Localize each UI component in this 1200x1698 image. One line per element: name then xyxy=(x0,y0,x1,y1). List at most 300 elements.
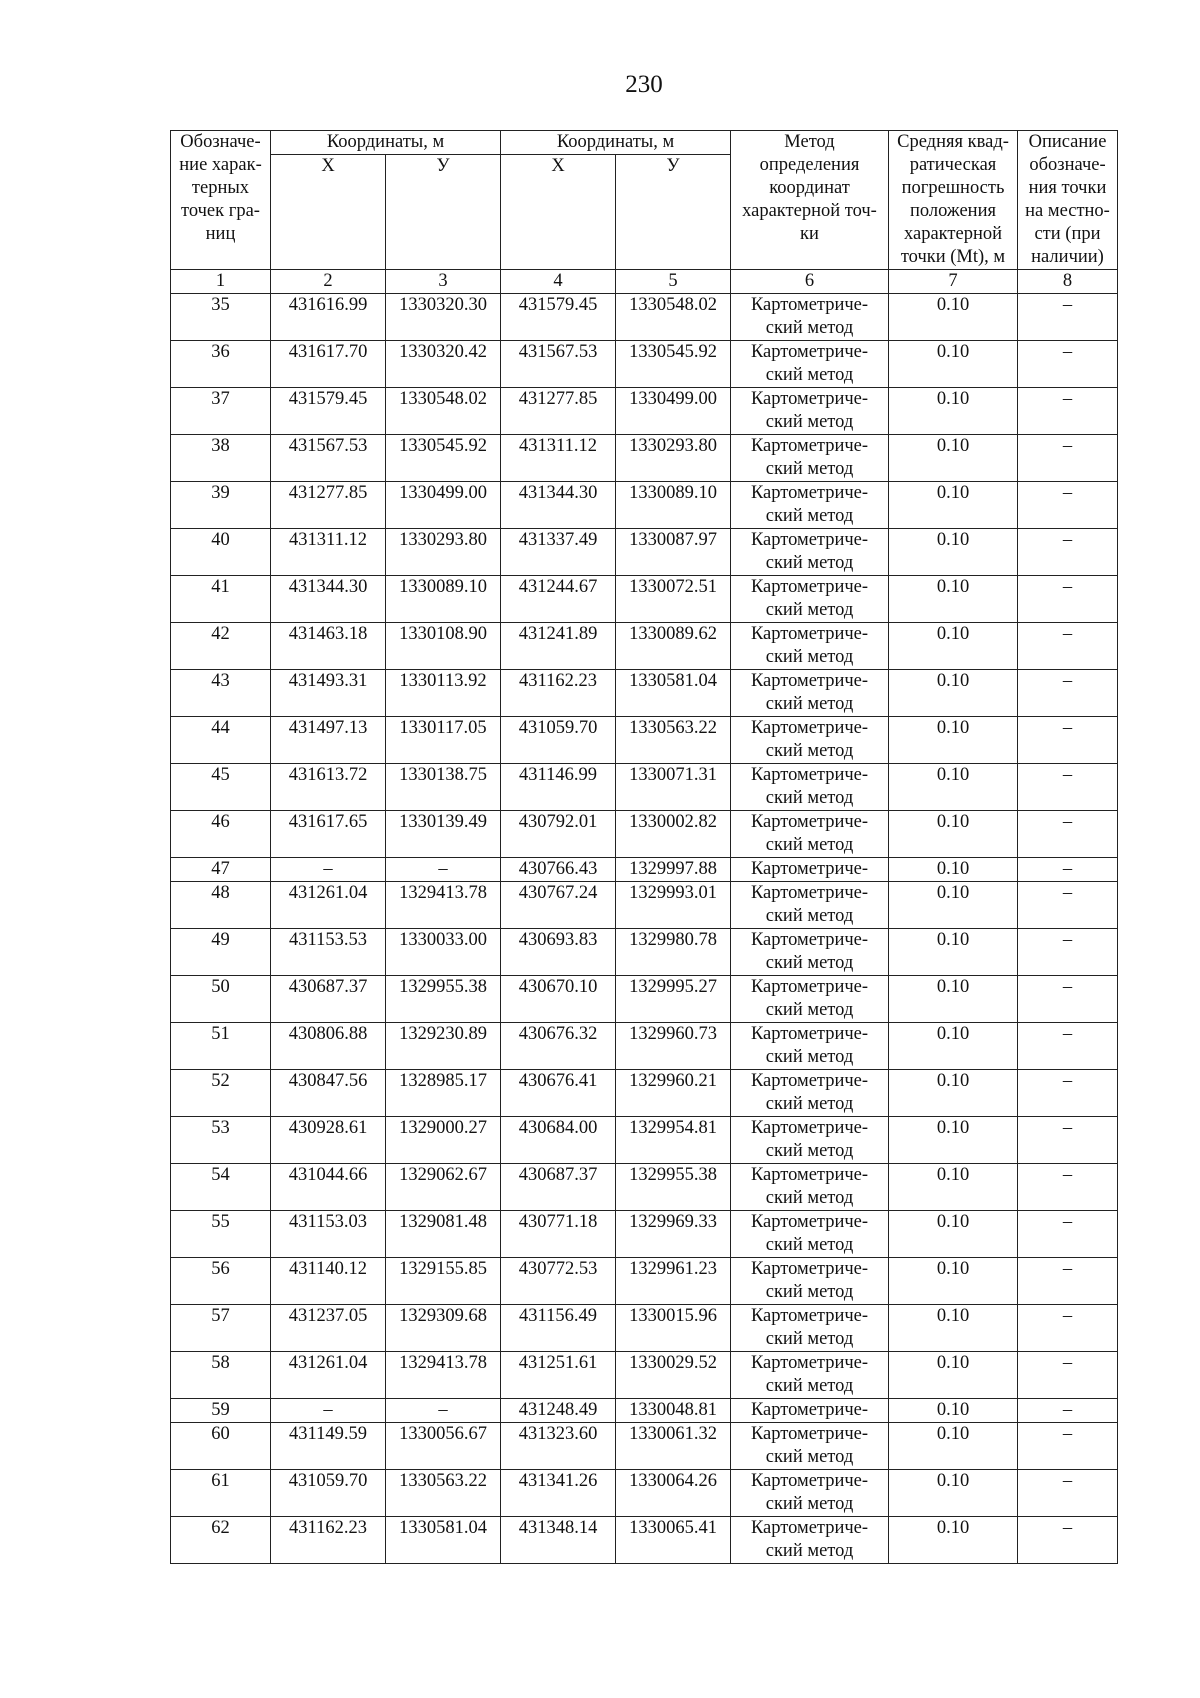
table-row xyxy=(171,1423,1118,1470)
method-line: ский метод xyxy=(765,647,854,667)
x2-cell: 431311.12 xyxy=(501,435,616,482)
accuracy-cell: 0.10 xyxy=(889,1164,1018,1211)
method-line: ский метод xyxy=(765,1188,854,1208)
accuracy-cell: 0.10 xyxy=(889,1352,1018,1399)
x2-cell: 431323.60 xyxy=(501,1423,616,1470)
table-row xyxy=(171,529,1118,576)
y1-cell: 1330499.00 xyxy=(386,482,501,529)
method-cell xyxy=(731,482,889,529)
y1-cell: 1329062.67 xyxy=(386,1164,501,1211)
header-y-1: У xyxy=(386,155,501,270)
accuracy-cell: 0.10 xyxy=(889,764,1018,811)
accuracy-cell: 0.10 xyxy=(889,529,1018,576)
point-number-cell: 37 xyxy=(171,388,271,435)
x1-cell: – xyxy=(271,858,386,882)
y2-cell: 1329960.21 xyxy=(616,1070,731,1117)
accuracy-cell: 0.10 xyxy=(889,1470,1018,1517)
column-number: 6 xyxy=(731,270,889,294)
column-number: 2 xyxy=(271,270,386,294)
method-cell xyxy=(731,294,889,341)
header-y-2: У xyxy=(616,155,731,270)
y2-cell: 1329969.33 xyxy=(616,1211,731,1258)
header-coordinates-group-2: Координаты, м xyxy=(501,131,731,155)
accuracy-cell: 0.10 xyxy=(889,858,1018,882)
point-number-cell: 61 xyxy=(171,1470,271,1517)
x1-cell: 431140.12 xyxy=(271,1258,386,1305)
description-cell: – xyxy=(1018,1305,1118,1352)
x1-cell: 431277.85 xyxy=(271,482,386,529)
method-cell xyxy=(731,1211,889,1258)
table-row xyxy=(171,435,1118,482)
table-row xyxy=(171,1023,1118,1070)
y2-cell: 1330072.51 xyxy=(616,576,731,623)
table-row xyxy=(171,882,1118,929)
description-cell: – xyxy=(1018,858,1118,882)
x1-cell: – xyxy=(271,1399,386,1423)
method-line: ский метод xyxy=(765,1494,854,1514)
y1-cell: – xyxy=(386,1399,501,1423)
method-cell xyxy=(731,435,889,482)
accuracy-cell: 0.10 xyxy=(889,929,1018,976)
header-line: Описание xyxy=(1028,132,1107,152)
accuracy-cell: 0.10 xyxy=(889,435,1018,482)
method-cell xyxy=(731,1399,889,1423)
method-line: ский метод xyxy=(765,553,854,573)
description-cell: – xyxy=(1018,882,1118,929)
table-row xyxy=(171,858,1118,882)
column-numbers-row xyxy=(171,270,1118,294)
point-number-cell: 50 xyxy=(171,976,271,1023)
y1-cell: 1330033.00 xyxy=(386,929,501,976)
y1-cell: 1330320.42 xyxy=(386,341,501,388)
y2-cell: 1330563.22 xyxy=(616,717,731,764)
x2-cell: 430676.32 xyxy=(501,1023,616,1070)
y1-cell: 1330139.49 xyxy=(386,811,501,858)
point-number-cell: 36 xyxy=(171,341,271,388)
accuracy-cell: 0.10 xyxy=(889,1211,1018,1258)
point-number-cell: 46 xyxy=(171,811,271,858)
accuracy-cell: 0.10 xyxy=(889,670,1018,717)
table-row xyxy=(171,1211,1118,1258)
method-line: Картометриче- xyxy=(750,1471,869,1491)
description-cell: – xyxy=(1018,764,1118,811)
point-number-cell: 41 xyxy=(171,576,271,623)
method-cell xyxy=(731,1164,889,1211)
y2-cell: 1329995.27 xyxy=(616,976,731,1023)
x1-cell: 431153.03 xyxy=(271,1211,386,1258)
x2-cell: 431156.49 xyxy=(501,1305,616,1352)
x1-cell: 430847.56 xyxy=(271,1070,386,1117)
x1-cell: 431261.04 xyxy=(271,882,386,929)
method-line: Картометриче- xyxy=(750,930,869,950)
table-row xyxy=(171,623,1118,670)
method-line: Картометриче- xyxy=(750,530,869,550)
x2-cell: 430670.10 xyxy=(501,976,616,1023)
accuracy-cell: 0.10 xyxy=(889,623,1018,670)
header-line: ки xyxy=(800,224,819,244)
y2-cell: 1329993.01 xyxy=(616,882,731,929)
x1-cell: 430928.61 xyxy=(271,1117,386,1164)
method-line: Картометриче- xyxy=(750,765,869,785)
x2-cell: 431337.49 xyxy=(501,529,616,576)
y1-cell: – xyxy=(386,858,501,882)
description-cell: – xyxy=(1018,717,1118,764)
table-row xyxy=(171,1517,1118,1564)
y1-cell: 1330138.75 xyxy=(386,764,501,811)
y2-cell: 1329997.88 xyxy=(616,858,731,882)
method-line: Картометриче- xyxy=(750,577,869,597)
method-cell xyxy=(731,1305,889,1352)
accuracy-cell: 0.10 xyxy=(889,1070,1018,1117)
x1-cell: 431261.04 xyxy=(271,1352,386,1399)
header-x-1: Х xyxy=(271,155,386,270)
x2-cell: 431579.45 xyxy=(501,294,616,341)
y1-cell: 1329000.27 xyxy=(386,1117,501,1164)
method-line: ский метод xyxy=(765,1141,854,1161)
accuracy-cell: 0.10 xyxy=(889,294,1018,341)
point-number-cell: 47 xyxy=(171,858,271,882)
y1-cell: 1329413.78 xyxy=(386,1352,501,1399)
header-line: координат xyxy=(769,178,850,198)
point-number-cell: 52 xyxy=(171,1070,271,1117)
column-number: 8 xyxy=(1018,270,1118,294)
header-line: характерной точ- xyxy=(742,201,877,221)
y1-cell: 1330293.80 xyxy=(386,529,501,576)
method-line: ский метод xyxy=(765,412,854,432)
x2-cell: 431162.23 xyxy=(501,670,616,717)
method-line: Картометриче- xyxy=(750,1518,869,1538)
description-cell: – xyxy=(1018,929,1118,976)
method-cell xyxy=(731,976,889,1023)
method-line: Картометриче- xyxy=(750,812,869,832)
method-cell xyxy=(731,341,889,388)
description-cell: – xyxy=(1018,1423,1118,1470)
y2-cell: 1330499.00 xyxy=(616,388,731,435)
method-line: Картометриче- xyxy=(750,483,869,503)
method-line: Картометриче- xyxy=(750,883,869,903)
y2-cell: 1330089.62 xyxy=(616,623,731,670)
table-row xyxy=(171,811,1118,858)
x1-cell: 431613.72 xyxy=(271,764,386,811)
y1-cell: 1329155.85 xyxy=(386,1258,501,1305)
x2-cell: 430766.43 xyxy=(501,858,616,882)
accuracy-cell: 0.10 xyxy=(889,976,1018,1023)
description-cell: – xyxy=(1018,1470,1118,1517)
x1-cell: 431617.65 xyxy=(271,811,386,858)
x1-cell: 431059.70 xyxy=(271,1470,386,1517)
page-number: 230 xyxy=(625,71,663,98)
description-cell: – xyxy=(1018,1117,1118,1164)
accuracy-cell: 0.10 xyxy=(889,1023,1018,1070)
y1-cell: 1330108.90 xyxy=(386,623,501,670)
method-line: ский метод xyxy=(765,1541,854,1561)
x2-cell: 431146.99 xyxy=(501,764,616,811)
method-cell xyxy=(731,1023,889,1070)
column-number: 7 xyxy=(889,270,1018,294)
table-row xyxy=(171,1352,1118,1399)
method-cell xyxy=(731,623,889,670)
y1-cell: 1330056.67 xyxy=(386,1423,501,1470)
y1-cell: 1330548.02 xyxy=(386,388,501,435)
point-number-cell: 49 xyxy=(171,929,271,976)
y2-cell: 1330048.81 xyxy=(616,1399,731,1423)
y1-cell: 1330113.92 xyxy=(386,670,501,717)
accuracy-cell: 0.10 xyxy=(889,717,1018,764)
method-cell xyxy=(731,1258,889,1305)
method-cell xyxy=(731,1470,889,1517)
method-cell xyxy=(731,882,889,929)
x1-cell: 431311.12 xyxy=(271,529,386,576)
y2-cell: 1330545.92 xyxy=(616,341,731,388)
y1-cell: 1328985.17 xyxy=(386,1070,501,1117)
point-number-cell: 57 xyxy=(171,1305,271,1352)
method-cell xyxy=(731,858,889,882)
method-line: ский метод xyxy=(765,459,854,479)
point-number-cell: 38 xyxy=(171,435,271,482)
column-number: 5 xyxy=(616,270,731,294)
method-line: ский метод xyxy=(765,741,854,761)
point-number-cell: 51 xyxy=(171,1023,271,1070)
description-cell: – xyxy=(1018,1164,1118,1211)
accuracy-cell: 0.10 xyxy=(889,576,1018,623)
method-line: Картометриче- xyxy=(750,718,869,738)
method-line: Картометриче- xyxy=(750,1071,869,1091)
x1-cell: 431497.13 xyxy=(271,717,386,764)
method-cell xyxy=(731,529,889,576)
y1-cell: 1330320.30 xyxy=(386,294,501,341)
method-line: ский метод xyxy=(765,365,854,385)
method-line: ский метод xyxy=(765,318,854,338)
method-line: Картометриче- xyxy=(750,1424,869,1444)
y2-cell: 1329954.81 xyxy=(616,1117,731,1164)
table-row xyxy=(171,1164,1118,1211)
method-line: Картометриче- xyxy=(750,342,869,362)
header-line: ния точки xyxy=(1028,178,1107,198)
x1-cell: 431162.23 xyxy=(271,1517,386,1564)
accuracy-cell: 0.10 xyxy=(889,388,1018,435)
method-line: ский метод xyxy=(765,1094,854,1114)
x1-cell: 431237.05 xyxy=(271,1305,386,1352)
method-cell xyxy=(731,388,889,435)
method-line: Картометриче- xyxy=(750,671,869,691)
table-row xyxy=(171,482,1118,529)
table-row xyxy=(171,1117,1118,1164)
table-body xyxy=(171,294,1118,1564)
y2-cell: 1330015.96 xyxy=(616,1305,731,1352)
description-cell: – xyxy=(1018,1211,1118,1258)
header-line: сти (при xyxy=(1034,224,1101,244)
header-method xyxy=(731,131,889,270)
x2-cell: 431248.49 xyxy=(501,1399,616,1423)
method-cell xyxy=(731,576,889,623)
method-line: ский метод xyxy=(765,906,854,926)
method-line: ский метод xyxy=(765,953,854,973)
accuracy-cell: 0.10 xyxy=(889,341,1018,388)
header-accuracy xyxy=(889,131,1018,270)
accuracy-cell: 0.10 xyxy=(889,1305,1018,1352)
point-number-cell: 42 xyxy=(171,623,271,670)
accuracy-cell: 0.10 xyxy=(889,811,1018,858)
header-line: ратическая xyxy=(909,155,997,175)
y1-cell: 1330545.92 xyxy=(386,435,501,482)
description-cell: – xyxy=(1018,1070,1118,1117)
y1-cell: 1330563.22 xyxy=(386,1470,501,1517)
table-row xyxy=(171,1258,1118,1305)
point-number-cell: 55 xyxy=(171,1211,271,1258)
y2-cell: 1330029.52 xyxy=(616,1352,731,1399)
x2-cell: 431344.30 xyxy=(501,482,616,529)
header-line: точки (Mt), м xyxy=(900,247,1006,267)
description-cell: – xyxy=(1018,294,1118,341)
x2-cell: 430693.83 xyxy=(501,929,616,976)
x2-cell: 430771.18 xyxy=(501,1211,616,1258)
description-cell: – xyxy=(1018,1517,1118,1564)
x2-cell: 431244.67 xyxy=(501,576,616,623)
x2-cell: 430684.00 xyxy=(501,1117,616,1164)
description-cell: – xyxy=(1018,1258,1118,1305)
point-number-cell: 58 xyxy=(171,1352,271,1399)
y2-cell: 1330581.04 xyxy=(616,670,731,717)
method-cell xyxy=(731,1423,889,1470)
accuracy-cell: 0.10 xyxy=(889,1117,1018,1164)
x1-cell: 431149.59 xyxy=(271,1423,386,1470)
column-number: 4 xyxy=(501,270,616,294)
table-row xyxy=(171,976,1118,1023)
point-number-cell: 45 xyxy=(171,764,271,811)
method-line: Картометриче- xyxy=(750,859,869,879)
y1-cell: 1329955.38 xyxy=(386,976,501,1023)
y2-cell: 1330002.82 xyxy=(616,811,731,858)
method-line: Картометриче- xyxy=(750,1259,869,1279)
table-row xyxy=(171,341,1118,388)
y2-cell: 1329980.78 xyxy=(616,929,731,976)
point-number-cell: 62 xyxy=(171,1517,271,1564)
accuracy-cell: 0.10 xyxy=(889,1517,1018,1564)
method-line: Картометриче- xyxy=(750,1165,869,1185)
y2-cell: 1330061.32 xyxy=(616,1423,731,1470)
description-cell: – xyxy=(1018,1399,1118,1423)
y1-cell: 1329309.68 xyxy=(386,1305,501,1352)
point-number-cell: 48 xyxy=(171,882,271,929)
point-number-cell: 53 xyxy=(171,1117,271,1164)
accuracy-cell: 0.10 xyxy=(889,1399,1018,1423)
method-line: ский метод xyxy=(765,1235,854,1255)
header-description xyxy=(1018,131,1118,270)
y2-cell: 1330293.80 xyxy=(616,435,731,482)
x2-cell: 431567.53 xyxy=(501,341,616,388)
column-number: 3 xyxy=(386,270,501,294)
header-line: наличии) xyxy=(1031,247,1104,267)
method-cell xyxy=(731,811,889,858)
x1-cell: 430806.88 xyxy=(271,1023,386,1070)
method-line: Картометриче- xyxy=(750,1353,869,1373)
header-point-designation xyxy=(171,131,271,270)
header-line: характерной xyxy=(903,224,1003,244)
x1-cell: 431567.53 xyxy=(271,435,386,482)
description-cell: – xyxy=(1018,529,1118,576)
x1-cell: 431153.53 xyxy=(271,929,386,976)
accuracy-cell: 0.10 xyxy=(889,1258,1018,1305)
y1-cell: 1329230.89 xyxy=(386,1023,501,1070)
y2-cell: 1330089.10 xyxy=(616,482,731,529)
method-cell xyxy=(731,1117,889,1164)
header-line: положения xyxy=(910,201,996,221)
header-line: Метод xyxy=(784,132,835,152)
x2-cell: 431251.61 xyxy=(501,1352,616,1399)
table-header xyxy=(171,131,1118,294)
x2-cell: 431241.89 xyxy=(501,623,616,670)
method-line: Картометриче- xyxy=(750,1118,869,1138)
y1-cell: 1330089.10 xyxy=(386,576,501,623)
x2-cell: 430767.24 xyxy=(501,882,616,929)
header-line: погрешность xyxy=(901,178,1005,198)
table-row xyxy=(171,576,1118,623)
method-line: ский метод xyxy=(765,506,854,526)
table-row xyxy=(171,1070,1118,1117)
accuracy-cell: 0.10 xyxy=(889,882,1018,929)
y1-cell: 1330581.04 xyxy=(386,1517,501,1564)
x2-cell: 430772.53 xyxy=(501,1258,616,1305)
y1-cell: 1330117.05 xyxy=(386,717,501,764)
description-cell: – xyxy=(1018,388,1118,435)
method-line: Картометриче- xyxy=(750,389,869,409)
point-number-cell: 60 xyxy=(171,1423,271,1470)
description-cell: – xyxy=(1018,482,1118,529)
header-line: точек гра- xyxy=(181,201,260,221)
description-cell: – xyxy=(1018,341,1118,388)
point-number-cell: 43 xyxy=(171,670,271,717)
description-cell: – xyxy=(1018,576,1118,623)
header-line: Средняя квад- xyxy=(897,132,1009,152)
method-line: ский метод xyxy=(765,600,854,620)
x1-cell: 431579.45 xyxy=(271,388,386,435)
table-row xyxy=(171,1399,1118,1423)
header-line: обозначе- xyxy=(1029,155,1106,175)
y2-cell: 1330071.31 xyxy=(616,764,731,811)
method-cell xyxy=(731,929,889,976)
method-cell xyxy=(731,764,889,811)
point-number-cell: 44 xyxy=(171,717,271,764)
description-cell: – xyxy=(1018,1023,1118,1070)
header-line: Обозначе- xyxy=(180,132,261,152)
point-number-cell: 40 xyxy=(171,529,271,576)
x1-cell: 430687.37 xyxy=(271,976,386,1023)
header-x-2: Х xyxy=(501,155,616,270)
point-number-cell: 39 xyxy=(171,482,271,529)
description-cell: – xyxy=(1018,623,1118,670)
method-line: Картометриче- xyxy=(750,436,869,456)
x1-cell: 431344.30 xyxy=(271,576,386,623)
method-line: ский метод xyxy=(765,1376,854,1396)
header-coordinates-group-1: Координаты, м xyxy=(271,131,501,155)
column-number: 1 xyxy=(171,270,271,294)
header-line: определения xyxy=(759,155,860,175)
method-cell xyxy=(731,1517,889,1564)
method-cell xyxy=(731,1352,889,1399)
description-cell: – xyxy=(1018,976,1118,1023)
table-row xyxy=(171,1305,1118,1352)
header-line: ние харак- xyxy=(179,155,262,175)
method-line: ский метод xyxy=(765,1329,854,1349)
x2-cell: 431348.14 xyxy=(501,1517,616,1564)
point-number-cell: 56 xyxy=(171,1258,271,1305)
method-line: ский метод xyxy=(765,694,854,714)
table-row xyxy=(171,929,1118,976)
method-line: ский метод xyxy=(765,1000,854,1020)
description-cell: – xyxy=(1018,811,1118,858)
method-cell xyxy=(731,1070,889,1117)
x2-cell: 430676.41 xyxy=(501,1070,616,1117)
